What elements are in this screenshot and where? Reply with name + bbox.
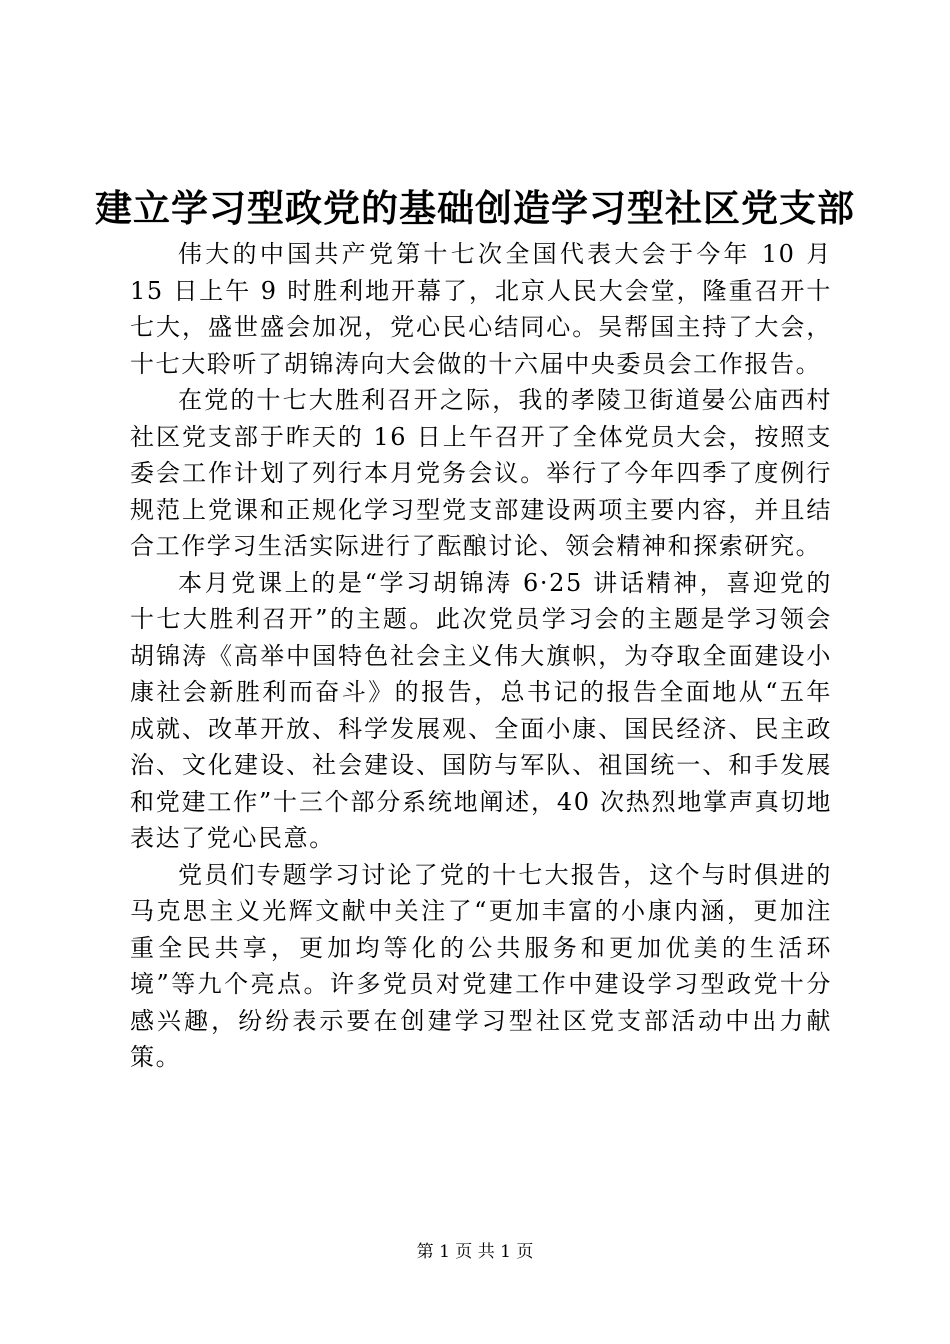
paragraph-3: 本月党课上的是“学习胡锦涛 6·25 讲话精神，喜迎党的十七大胜利召开”的主题。此次党员学习会的主题是学习领会胡锦涛《高举中国特色社会主义伟大旗帜，为夺取全面建设小康社会新胜利而奋斗》的报告，总书记的报告全面地从“五年成就、改革开放、科学发展观、全面小康、国民经济、民主政治、文化建设、社会建设、国防与军队、祖国统一、和手发展和党建工作”十三个部分系统地阐述，40 次热烈地掌声真切地表达了党心民意。 [130, 568, 832, 852]
paragraph-2: 在党的十七大胜利召开之际，我的孝陵卫街道晏公庙西村社区党支部于昨天的 16 日上午召开了全体党员大会，按照支委会工作计划了列行本月党务会议。举行了今年四季了度例行规范上党课和正规化学习型党支部建设两项主要内容，并且结合工作学习生活实际进行了酝酿讨论、领会精神和探索研究。 [130, 386, 832, 560]
paragraph-1: 伟大的中国共产党第十七次全国代表大会于今年 10 月 15 日上午 9 时胜利地开幕了，北京人民大会堂，隆重召开十七大，盛世盛会加况，党心民心结同心。吴帮国主持了大会，十七大聆听了胡锦涛向大会做的十六届中央委员会工作报告。 [130, 240, 832, 378]
paragraph-4: 党员们专题学习讨论了党的十七大报告，这个与时俱进的马克思主义光辉文献中关注了“更加丰富的小康内涵，更加注重全民共享，更加均等化的公共服务和更加优美的生活环境”等九个亮点。许多党员对党建工作中建设学习型政党十分感兴趣，纷纷表示要在创建学习型社区党支部活动中出力献策。 [130, 860, 832, 1071]
page-footer: 第 1 页 共 1 页 [416, 1242, 534, 1262]
document-body [130, 236, 832, 1076]
document-title: 建立学习型政党的基础创造学习型社区党支部 [95, 186, 855, 230]
